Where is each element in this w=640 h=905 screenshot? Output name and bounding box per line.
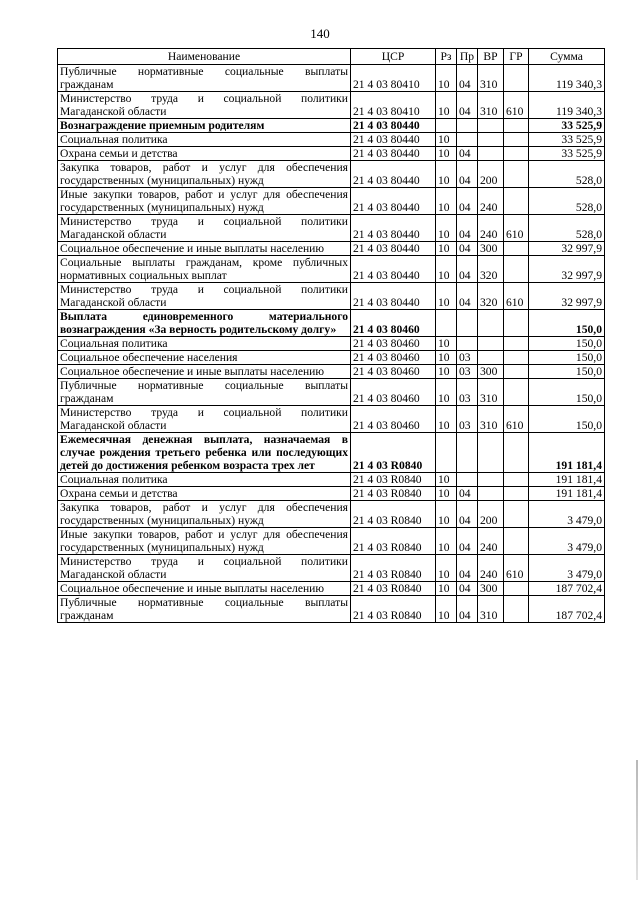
cell-rz: 10: [436, 92, 457, 119]
cell-name: Социальная политика: [58, 337, 351, 351]
table-row: [58, 473, 605, 487]
cell-name: Вознаграждение приемным родителям: [58, 119, 351, 133]
cell-csr: 21 4 03 R0840: [351, 582, 436, 596]
cell-name: Социальные выплаты гражданам, кроме публичных нормативных социальных выплат: [58, 256, 351, 283]
cell-sum: 528,0: [529, 161, 605, 188]
cell-pr: 04: [457, 92, 478, 119]
cell-gr: [504, 161, 529, 188]
cell-vr: [478, 147, 504, 161]
cell-csr: 21 4 03 80440: [351, 161, 436, 188]
cell-gr: [504, 596, 529, 623]
cell-pr: 04: [457, 147, 478, 161]
cell-name: Охрана семьи и детства: [58, 147, 351, 161]
cell-name: Социальная политика: [58, 473, 351, 487]
cell-pr: 03: [457, 379, 478, 406]
cell-pr: 04: [457, 256, 478, 283]
cell-csr: 21 4 03 80460: [351, 337, 436, 351]
page-number: 140: [310, 26, 330, 41]
cell-csr: 21 4 03 80440: [351, 215, 436, 242]
cell-sum: 119 340,3: [529, 92, 605, 119]
table-row: [58, 337, 605, 351]
cell-gr: [504, 473, 529, 487]
cell-rz: 10: [436, 596, 457, 623]
cell-sum: 119 340,3: [529, 65, 605, 92]
table-row: [58, 528, 605, 555]
table-row: [58, 92, 605, 119]
cell-sum: 150,0: [529, 379, 605, 406]
cell-gr: 610: [504, 283, 529, 310]
cell-csr: 21 4 03 80460: [351, 351, 436, 365]
cell-name: Социальное обеспечение и иные выплаты населению: [58, 582, 351, 596]
cell-sum: 32 997,9: [529, 283, 605, 310]
cell-vr: 310: [478, 379, 504, 406]
cell-gr: [504, 119, 529, 133]
cell-gr: [504, 351, 529, 365]
cell-sum: 191 181,4: [529, 433, 605, 473]
cell-pr: 04: [457, 487, 478, 501]
cell-csr: 21 4 03 80460: [351, 365, 436, 379]
cell-gr: 610: [504, 406, 529, 433]
cell-csr: 21 4 03 80410: [351, 65, 436, 92]
cell-csr: 21 4 03 80440: [351, 133, 436, 147]
cell-sum: 528,0: [529, 215, 605, 242]
cell-csr: 21 4 03 R0840: [351, 596, 436, 623]
cell-vr: 240: [478, 215, 504, 242]
column-header-rz: Рз: [436, 49, 457, 65]
cell-csr: 21 4 03 80460: [351, 310, 436, 337]
table-row: [58, 133, 605, 147]
cell-gr: [504, 487, 529, 501]
cell-sum: 150,0: [529, 365, 605, 379]
cell-csr: 21 4 03 80440: [351, 242, 436, 256]
cell-pr: [457, 337, 478, 351]
cell-sum: 150,0: [529, 337, 605, 351]
cell-name: Закупка товаров, работ и услуг для обеспечения государственных (муниципальных) нужд: [58, 161, 351, 188]
cell-gr: [504, 188, 529, 215]
cell-gr: [504, 256, 529, 283]
table-row: [58, 119, 605, 133]
table-row: [58, 501, 605, 528]
table-row: [58, 365, 605, 379]
cell-vr: 240: [478, 528, 504, 555]
cell-gr: [504, 501, 529, 528]
cell-gr: [504, 582, 529, 596]
cell-rz: 10: [436, 555, 457, 582]
table-row: [58, 379, 605, 406]
cell-gr: [504, 528, 529, 555]
cell-sum: 33 525,9: [529, 133, 605, 147]
cell-name: Публичные нормативные социальные выплаты гражданам: [58, 65, 351, 92]
cell-rz: 10: [436, 473, 457, 487]
cell-vr: 310: [478, 92, 504, 119]
cell-rz: 10: [436, 351, 457, 365]
cell-gr: [504, 365, 529, 379]
cell-name: Министерство труда и социальной политики Магаданской области: [58, 555, 351, 582]
cell-name: Министерство труда и социальной политики Магаданской области: [58, 283, 351, 310]
column-header-gr: ГР: [504, 49, 529, 65]
cell-csr: 21 4 03 80460: [351, 406, 436, 433]
cell-rz: 10: [436, 215, 457, 242]
column-header-csr: ЦСР: [351, 49, 436, 65]
cell-gr: [504, 337, 529, 351]
cell-name: Иные закупки товаров, работ и услуг для обеспечения государственных (муниципальных) нужд: [58, 188, 351, 215]
cell-vr: [478, 337, 504, 351]
cell-sum: 150,0: [529, 310, 605, 337]
cell-vr: [478, 473, 504, 487]
cell-gr: [504, 147, 529, 161]
cell-vr: 310: [478, 596, 504, 623]
cell-name: Выплата единовременного материального вознаграждения «За верность родительскому долгу»: [58, 310, 351, 337]
cell-rz: 10: [436, 147, 457, 161]
cell-csr: 21 4 03 R0840: [351, 528, 436, 555]
cell-rz: 10: [436, 133, 457, 147]
column-header-pr: Пр: [457, 49, 478, 65]
cell-vr: 300: [478, 242, 504, 256]
cell-name: Министерство труда и социальной политики Магаданской области: [58, 92, 351, 119]
cell-pr: [457, 119, 478, 133]
cell-pr: 04: [457, 161, 478, 188]
cell-rz: 10: [436, 65, 457, 92]
cell-sum: 33 525,9: [529, 147, 605, 161]
cell-sum: 187 702,4: [529, 582, 605, 596]
cell-pr: 04: [457, 65, 478, 92]
cell-rz: [436, 119, 457, 133]
cell-rz: 10: [436, 501, 457, 528]
cell-csr: 21 4 03 R0840: [351, 487, 436, 501]
cell-vr: [478, 487, 504, 501]
table-row: [58, 310, 605, 337]
cell-name: Ежемесячная денежная выплата, назначаемая в случае рождения третьего ребенка или последующих детей до достижения ребенком возраста трех лет: [58, 433, 351, 473]
cell-sum: 32 997,9: [529, 256, 605, 283]
table-row: [58, 406, 605, 433]
cell-pr: [457, 310, 478, 337]
cell-pr: 04: [457, 528, 478, 555]
cell-name: Социальное обеспечение населения: [58, 351, 351, 365]
cell-rz: 10: [436, 582, 457, 596]
cell-sum: 191 181,4: [529, 487, 605, 501]
cell-pr: 04: [457, 242, 478, 256]
cell-rz: [436, 310, 457, 337]
cell-sum: 191 181,4: [529, 473, 605, 487]
cell-name: Министерство труда и социальной политики Магаданской области: [58, 215, 351, 242]
cell-csr: 21 4 03 R0840: [351, 501, 436, 528]
table-row: [58, 242, 605, 256]
cell-sum: 528,0: [529, 188, 605, 215]
cell-vr: 240: [478, 555, 504, 582]
cell-vr: 200: [478, 501, 504, 528]
cell-name: Социальная политика: [58, 133, 351, 147]
cell-vr: 310: [478, 406, 504, 433]
cell-vr: [478, 119, 504, 133]
cell-csr: 21 4 03 R0840: [351, 555, 436, 582]
cell-name: Публичные нормативные социальные выплаты гражданам: [58, 379, 351, 406]
cell-sum: 3 479,0: [529, 555, 605, 582]
cell-vr: 240: [478, 188, 504, 215]
cell-pr: [457, 133, 478, 147]
cell-sum: 33 525,9: [529, 119, 605, 133]
cell-csr: 21 4 03 80440: [351, 256, 436, 283]
cell-pr: 04: [457, 188, 478, 215]
cell-pr: 04: [457, 555, 478, 582]
cell-csr: 21 4 03 80440: [351, 119, 436, 133]
cell-rz: 10: [436, 365, 457, 379]
cell-name: Министерство труда и социальной политики Магаданской области: [58, 406, 351, 433]
table-row: [58, 351, 605, 365]
cell-pr: [457, 433, 478, 473]
cell-rz: 10: [436, 487, 457, 501]
cell-vr: 310: [478, 65, 504, 92]
table-row: [58, 582, 605, 596]
cell-rz: 10: [436, 379, 457, 406]
table-row: [58, 161, 605, 188]
cell-gr: [504, 379, 529, 406]
cell-pr: 03: [457, 351, 478, 365]
table-row: [58, 65, 605, 92]
cell-vr: 300: [478, 582, 504, 596]
cell-csr: 21 4 03 80440: [351, 283, 436, 310]
cell-csr: 21 4 03 80440: [351, 188, 436, 215]
cell-csr: 21 4 03 R0840: [351, 473, 436, 487]
cell-sum: 150,0: [529, 351, 605, 365]
cell-rz: 10: [436, 188, 457, 215]
table-row: [58, 487, 605, 501]
cell-vr: [478, 351, 504, 365]
cell-sum: 32 997,9: [529, 242, 605, 256]
column-header-vr: ВР: [478, 49, 504, 65]
cell-csr: 21 4 03 80440: [351, 147, 436, 161]
cell-rz: 10: [436, 406, 457, 433]
cell-name: Социальное обеспечение и иные выплаты населению: [58, 365, 351, 379]
cell-gr: [504, 242, 529, 256]
cell-rz: 10: [436, 283, 457, 310]
cell-vr: 200: [478, 161, 504, 188]
cell-sum: 150,0: [529, 406, 605, 433]
cell-vr: [478, 433, 504, 473]
column-header-sum: Сумма: [529, 49, 605, 65]
column-header-name: Наименование: [58, 49, 351, 65]
cell-pr: 04: [457, 582, 478, 596]
cell-sum: 3 479,0: [529, 528, 605, 555]
cell-vr: [478, 310, 504, 337]
cell-pr: [457, 473, 478, 487]
cell-csr: 21 4 03 80460: [351, 379, 436, 406]
scan-edge-mark: [636, 760, 638, 880]
table-row: [58, 188, 605, 215]
table-row: [58, 596, 605, 623]
cell-vr: 320: [478, 256, 504, 283]
table-body: [58, 65, 605, 623]
table-row: [58, 215, 605, 242]
cell-pr: 03: [457, 406, 478, 433]
cell-sum: 3 479,0: [529, 501, 605, 528]
cell-name: Охрана семьи и детства: [58, 487, 351, 501]
cell-pr: 04: [457, 215, 478, 242]
cell-name: Публичные нормативные социальные выплаты гражданам: [58, 596, 351, 623]
cell-name: Социальное обеспечение и иные выплаты населению: [58, 242, 351, 256]
cell-vr: 320: [478, 283, 504, 310]
cell-rz: 10: [436, 161, 457, 188]
cell-rz: 10: [436, 337, 457, 351]
cell-rz: [436, 433, 457, 473]
cell-gr: [504, 133, 529, 147]
table-row: [58, 283, 605, 310]
cell-gr: [504, 433, 529, 473]
table-row: [58, 433, 605, 473]
budget-table: [57, 48, 605, 623]
cell-pr: 03: [457, 365, 478, 379]
cell-name: Закупка товаров, работ и услуг для обеспечения государственных (муниципальных) нужд: [58, 501, 351, 528]
table-header-row: [58, 49, 605, 65]
cell-csr: 21 4 03 R0840: [351, 433, 436, 473]
cell-csr: 21 4 03 80410: [351, 92, 436, 119]
cell-gr: 610: [504, 555, 529, 582]
cell-gr: [504, 65, 529, 92]
table-row: [58, 256, 605, 283]
table-row: [58, 147, 605, 161]
cell-pr: 04: [457, 501, 478, 528]
cell-sum: 187 702,4: [529, 596, 605, 623]
cell-vr: 300: [478, 365, 504, 379]
cell-rz: 10: [436, 242, 457, 256]
cell-name: Иные закупки товаров, работ и услуг для обеспечения государственных (муниципальных) нужд: [58, 528, 351, 555]
cell-vr: [478, 133, 504, 147]
cell-pr: 04: [457, 596, 478, 623]
cell-rz: 10: [436, 528, 457, 555]
table-row: [58, 555, 605, 582]
cell-gr: [504, 310, 529, 337]
cell-gr: 610: [504, 215, 529, 242]
cell-rz: 10: [436, 256, 457, 283]
cell-pr: 04: [457, 283, 478, 310]
cell-gr: 610: [504, 92, 529, 119]
